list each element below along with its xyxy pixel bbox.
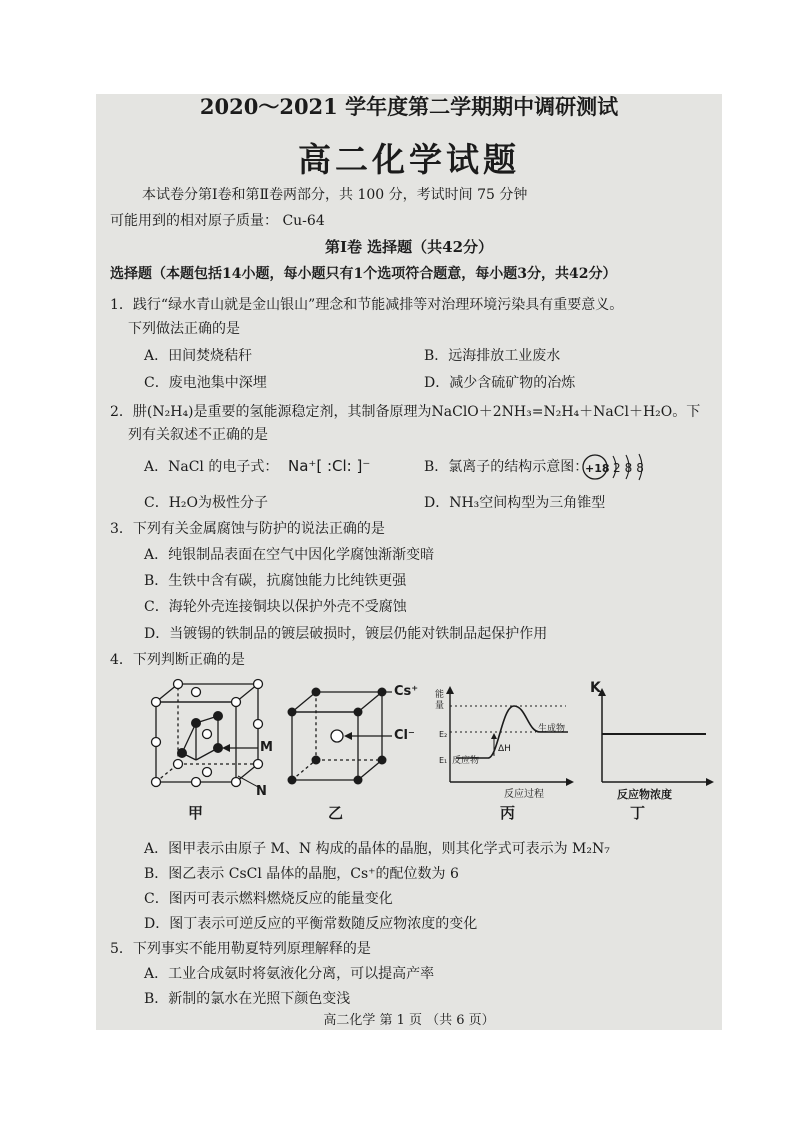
- q3-stem: 3．下列有关金属腐蚀与防护的说法正确的是: [110, 521, 385, 537]
- q2-option-d: D．NH₃空间构型为三角锥型: [424, 495, 606, 511]
- exam-intro: 本试卷分第Ⅰ卷和第Ⅱ卷两部分，共 100 分，考试时间 75 分钟: [142, 187, 528, 203]
- q3-option-b: B．生铁中含有碳，抗腐蚀能力比纯铁更强: [144, 573, 407, 589]
- q3-option-a: A．纯银制品表面在空气中因化学腐蚀渐渐变暗: [144, 547, 435, 563]
- section-title: 第Ⅰ卷 选择题（共42分）: [324, 238, 494, 256]
- q1-stem-cont: 下列做法正确的是: [128, 321, 240, 337]
- chloride-nucleus-charge: +18: [585, 462, 610, 475]
- q5-option-a: A．工业合成氨时将氨液化分离，可以提高产率: [144, 966, 435, 982]
- q2-stem-cont: 列有关叙述不正确的是: [128, 427, 268, 443]
- page-footer: 高二化学 第 1 页 （共 6 页）: [323, 1013, 495, 1028]
- label-cs: Cs⁺: [394, 684, 419, 699]
- q1-option-a: A．田间焚烧秸秆: [144, 348, 253, 364]
- q4-option-c: C．图丙可表示燃料燃烧反应的能量变化: [144, 891, 393, 907]
- q4-option-b: B．图乙表示 CsCl 晶体的晶胞，Cs⁺的配位数为 6: [144, 866, 459, 882]
- bing-reactant-label: 反应物: [452, 756, 480, 766]
- bing-xlabel: 反应过程: [504, 789, 544, 800]
- q2-stem: 2．肼(N₂H₄)是重要的氢能源稳定剂，其制备原理为NaClO＋2NH₃=N₂H₄＋NaCl＋H₂O。下: [110, 404, 701, 420]
- q4-option-d: D．图丁表示可逆反应的平衡常数随反应物浓度的变化: [144, 916, 478, 932]
- q5-option-b: B．新制的氯水在光照下颜色变浅: [144, 991, 351, 1007]
- bing-e2-label: E₂: [439, 730, 448, 739]
- atomic-mass-note: 可能用到的相对原子质量： Cu-64: [110, 213, 325, 229]
- q2-option-c: C．H₂O为极性分子: [144, 495, 269, 511]
- q2-option-a: A．NaCl 的电子式：: [144, 459, 279, 475]
- figure-jia-crystal-cell: [146, 678, 276, 796]
- q3-option-d: D．当镀锡的铁制品的镀层破损时，镀层仍能对铁制品起保护作用: [144, 626, 548, 642]
- bing-dh-label: ΔH: [498, 744, 511, 754]
- bing-product-label: 生成物: [538, 724, 566, 734]
- caption-jia: 甲: [188, 804, 204, 822]
- q4-stem: 4．下列判断正确的是: [110, 652, 245, 668]
- q5-stem: 5．下列事实不能用勒夏特列原理解释的是: [110, 941, 371, 957]
- label-m: M: [260, 740, 273, 755]
- nacl-electron-formula: Na⁺[ :Cl: ]⁻: [288, 457, 371, 475]
- caption-ding: 丁: [630, 804, 646, 822]
- bing-e1-label: E₁: [439, 756, 448, 765]
- subject-title: 高二化学试题: [298, 140, 520, 179]
- label-n: N: [256, 784, 267, 799]
- chloride-shell-electrons: 288: [613, 461, 648, 475]
- label-cl: Cl⁻: [394, 728, 415, 743]
- q1-option-b: B．远海排放工业废水: [424, 348, 561, 364]
- bing-ylabel: 能量: [435, 690, 445, 711]
- caption-bing: 丙: [500, 804, 516, 822]
- q1-option-c: C．废电池集中深埋: [144, 375, 267, 391]
- q1-stem: 1．践行“绿水青山就是金山银山”理念和节能减排等对治理环境污染具有重要意义。: [110, 297, 624, 313]
- exam-title: 2020～2021 学年度第二学期期中调研测试: [199, 94, 619, 119]
- q4-option-a: A．图甲表示由原子 M、N 构成的晶体的晶胞，则其化学式可表示为 M₂N₇: [144, 841, 610, 857]
- figure-ding-k-vs-concentration: [588, 684, 718, 794]
- q3-option-c: C．海轮外壳连接铜块以保护外壳不受腐蚀: [144, 599, 407, 615]
- q1-option-d: D．减少含硫矿物的冶炼: [424, 375, 576, 391]
- figure-yi-cscl-cell: [282, 684, 402, 794]
- ding-ylabel: K: [590, 680, 601, 696]
- section-instruction: 选择题（本题包括14小题，每小题只有1个选项符合题意，每小题3分，共42分）: [110, 266, 617, 282]
- q2-option-b: B．氯离子的结构示意图：: [424, 459, 589, 475]
- caption-yi: 乙: [328, 804, 344, 822]
- exam-page: [96, 94, 722, 1030]
- ding-xlabel: 反应物浓度: [617, 788, 672, 801]
